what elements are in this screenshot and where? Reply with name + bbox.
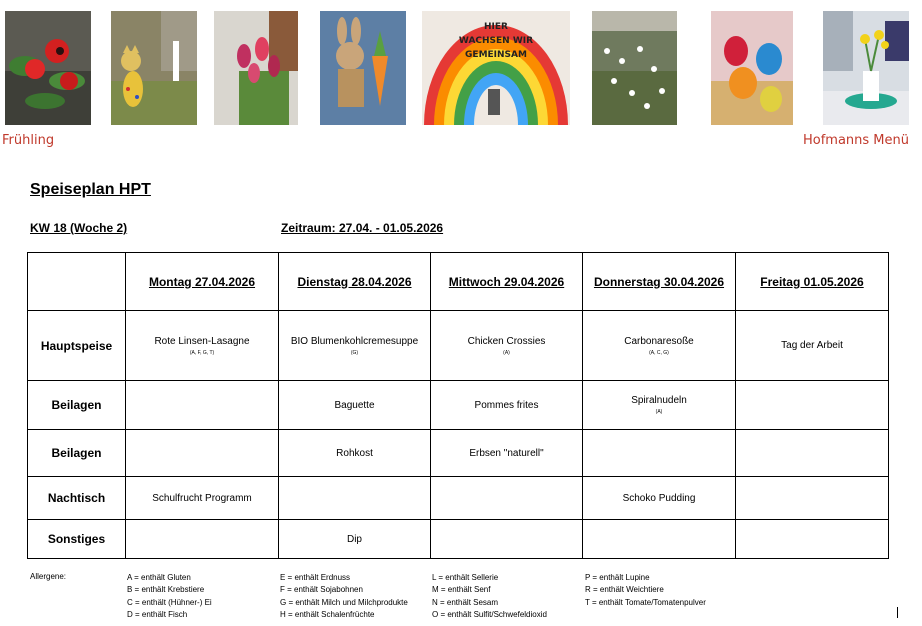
menu-cell: [736, 477, 889, 520]
snowdrops-photo: [592, 11, 677, 125]
menu-cell: [431, 430, 583, 477]
dish-name: Rote Linsen-Lasagne: [154, 335, 250, 347]
allergen-legend-label: Allergene:: [30, 572, 67, 581]
header-empty-cell: [28, 253, 126, 311]
rainbow-text-line1: HIER: [484, 22, 508, 32]
row-label: Nachtisch: [28, 477, 126, 520]
allergen-entry: P = enthält Lupine: [585, 573, 650, 582]
allergen-column-3: [432, 572, 547, 621]
rainbow-text-line3: GEMEINSAM: [465, 50, 527, 60]
menu-cell: [126, 520, 279, 559]
text-cursor: [897, 607, 898, 618]
day-header-friday: Freitag 01.05.2026: [736, 253, 889, 311]
menu-cell: [279, 430, 431, 477]
tulips-photo: [5, 11, 91, 125]
row-label: Beilagen: [28, 430, 126, 477]
period-label: Zeitraum: 27.04. - 01.05.2026: [281, 221, 444, 235]
dish-name: Tag der Arbeit: [781, 340, 843, 351]
allergen-codes: (A, C, G): [649, 349, 669, 356]
allergen-codes: (A): [503, 349, 510, 356]
allergen-entry: O = enthält Sulfit/Schwefeldioxid: [432, 609, 547, 619]
menu-cell: [126, 477, 279, 520]
dish-name: Carbonaresoße: [624, 335, 694, 347]
day-header-thursday: Donnerstag 30.04.2026: [583, 253, 736, 311]
menu-cell: [279, 477, 431, 520]
row-label: Beilagen: [28, 381, 126, 430]
allergen-entry: D = enthält Fisch: [127, 609, 188, 619]
table-row-nachtisch: [28, 477, 889, 520]
day-header-monday: Montag 27.04.2026: [126, 253, 279, 311]
day-header-wednesday: Mittwoch 29.04.2026: [431, 253, 583, 311]
page-title: Speiseplan HPT: [30, 181, 151, 198]
allergen-codes: (A): [655, 409, 663, 415]
table-row-sonstiges: [28, 520, 889, 559]
menu-cell: [126, 430, 279, 477]
allergen-codes: (A, F, G, T): [189, 349, 215, 356]
menu-cell: [279, 311, 431, 381]
allergen-entry: C = enthält (Hühner-) Ei: [127, 597, 212, 607]
allergen-entry: R = enthält Weichtiere: [585, 585, 664, 595]
table-row-hauptspeise: [28, 311, 889, 381]
tulip-bouquet-photo: [214, 11, 298, 125]
dish-name: Erbsen "naturell": [469, 447, 544, 459]
menu-cell: [736, 430, 889, 477]
dish-name: Spiralnudeln: [631, 395, 687, 406]
menu-cell: [736, 381, 889, 430]
menu-cell: [279, 520, 431, 559]
menu-cell: [126, 311, 279, 381]
menu-cell: [583, 311, 736, 381]
menu-cell: [583, 520, 736, 559]
menu-cell: [583, 381, 736, 430]
allergen-entry: E = enthält Erdnuss: [280, 573, 351, 582]
dish-name: Schoko Pudding: [622, 492, 696, 504]
banner-right-text: Hofmanns Menü: [802, 133, 909, 148]
row-label: Hauptspeise: [28, 311, 126, 381]
allergen-entry: B = enthält Krebstiere: [127, 585, 205, 595]
dish-name: Chicken Crossies: [467, 335, 546, 347]
table-row-beilagen-2: [28, 430, 889, 477]
menu-cell: [583, 477, 736, 520]
menu-table: [27, 252, 889, 559]
menu-cell: [736, 311, 889, 381]
dish-name: BIO Blumenkohlcremesuppe: [290, 335, 419, 347]
table-header-row: [28, 253, 889, 311]
menu-cell: [736, 520, 889, 559]
easter-eggs-photo: [711, 11, 793, 125]
allergen-column-1: [127, 572, 212, 621]
rainbow-poster-photo: [422, 11, 570, 125]
day-header-tuesday: Dienstag 28.04.2026: [279, 253, 431, 311]
menu-cell: [431, 477, 583, 520]
allergen-entry: M = enthält Senf: [432, 585, 491, 595]
menu-cell: [583, 430, 736, 477]
allergen-codes: (G): [350, 349, 359, 356]
dish-name: Baguette: [334, 399, 375, 411]
menu-cell: [279, 381, 431, 430]
dish-name: Dip: [346, 533, 362, 545]
table-row-beilagen-1: [28, 381, 889, 430]
row-label: Sonstiges: [28, 520, 126, 559]
allergen-entry: T = enthält Tomate/Tomatenpulver: [585, 597, 706, 607]
banner-left-text: Frühling: [2, 133, 55, 148]
allergen-entry: A = enthält Gluten: [127, 573, 191, 582]
allergen-entry: L = enthält Sellerie: [432, 573, 499, 582]
allergen-entry: N = enthält Sesam: [432, 597, 499, 607]
allergen-entry: G = enthält Milch und Milchprodukte: [280, 597, 408, 607]
bunny-carrot-photo: [320, 11, 406, 125]
menu-cell: [431, 381, 583, 430]
menu-cell: [431, 520, 583, 559]
allergen-entry: F = enthält Sojabohnen: [280, 585, 363, 595]
dish-name: Schulfrucht Programm: [152, 492, 252, 504]
menu-cell: [126, 381, 279, 430]
allergen-column-4: [585, 572, 706, 609]
allergen-column-2: [280, 572, 408, 621]
dish-name: Pommes frites: [474, 399, 539, 411]
cat-figure-photo: [111, 11, 197, 125]
allergen-entry: H = enthält Schalenfrüchte: [280, 609, 375, 619]
menu-cell: [431, 311, 583, 381]
dish-name: Rohkost: [336, 447, 373, 459]
rainbow-text-line2: WACHSEN WIR: [458, 36, 534, 46]
daffodils-photo: [823, 11, 909, 125]
week-label: KW 18 (Woche 2): [30, 221, 128, 235]
